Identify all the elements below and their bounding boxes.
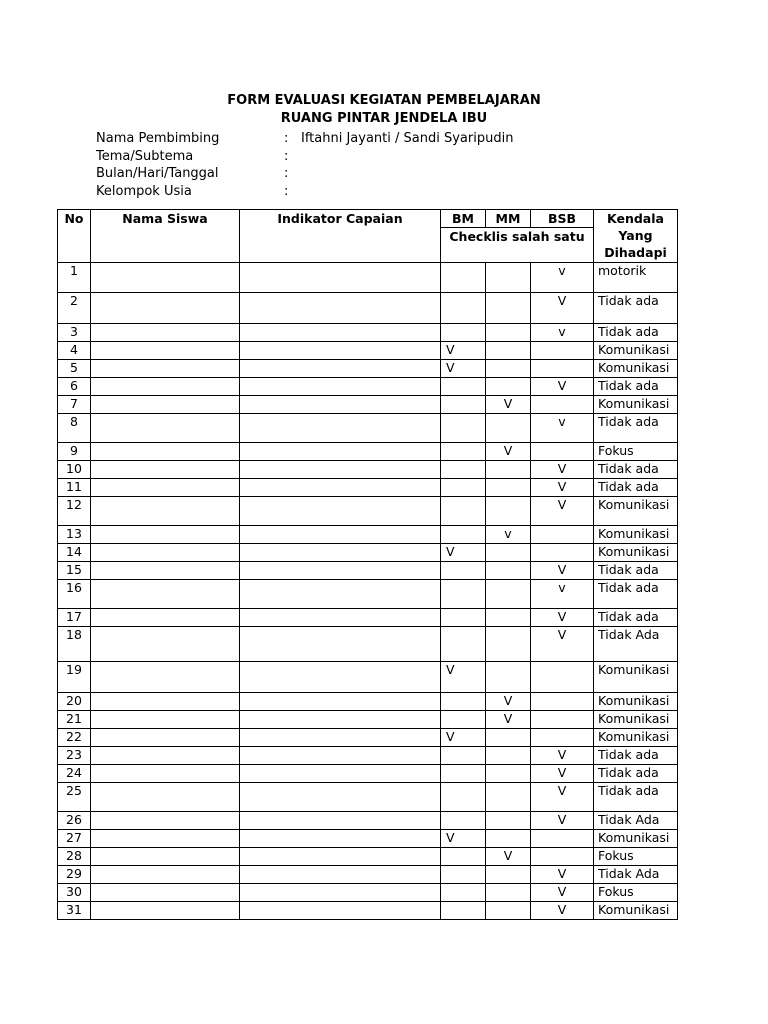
nama-siswa-cell	[91, 342, 240, 360]
nama-siswa-cell	[91, 830, 240, 848]
indikator-cell	[240, 902, 441, 920]
mm-cell	[486, 866, 531, 884]
table-row	[58, 866, 678, 884]
bm-cell	[441, 812, 486, 830]
bsb-cell	[531, 396, 594, 414]
bsb-cell: V	[531, 609, 594, 627]
nama-siswa-cell	[91, 526, 240, 544]
row-number: 5	[58, 360, 91, 378]
kendala-cell: Tidak ada	[594, 562, 678, 580]
mm-cell	[486, 497, 531, 526]
meta-label: Nama Pembimbing	[96, 131, 220, 146]
bsb-cell	[531, 729, 594, 747]
indikator-cell	[240, 848, 441, 866]
nama-siswa-cell	[91, 747, 240, 765]
nama-siswa-cell	[91, 783, 240, 812]
table-row	[58, 711, 678, 729]
kendala-cell: Tidak ada	[594, 783, 678, 812]
bsb-cell	[531, 693, 594, 711]
bm-cell	[441, 783, 486, 812]
kendala-cell: Komunikasi	[594, 360, 678, 378]
mm-cell	[486, 765, 531, 783]
nama-siswa-cell	[91, 497, 240, 526]
bm-cell	[441, 293, 486, 324]
kendala-cell: Tidak ada	[594, 580, 678, 609]
row-number: 8	[58, 414, 91, 443]
indikator-cell	[240, 609, 441, 627]
indikator-cell	[240, 884, 441, 902]
indikator-cell	[240, 812, 441, 830]
indikator-cell	[240, 378, 441, 396]
mm-cell	[486, 263, 531, 293]
table-row	[58, 783, 678, 812]
table-row	[58, 580, 678, 609]
nama-siswa-cell	[91, 293, 240, 324]
bm-cell	[441, 902, 486, 920]
mm-cell	[486, 662, 531, 693]
table-row	[58, 902, 678, 920]
bsb-cell	[531, 526, 594, 544]
kendala-cell: Tidak ada	[594, 747, 678, 765]
table-row	[58, 263, 678, 293]
nama-siswa-cell	[91, 729, 240, 747]
row-number: 25	[58, 783, 91, 812]
header-nama-siswa: Nama Siswa	[91, 210, 240, 263]
indikator-cell	[240, 580, 441, 609]
row-number: 6	[58, 378, 91, 396]
mm-cell	[486, 902, 531, 920]
mm-cell	[486, 830, 531, 848]
indikator-cell	[240, 526, 441, 544]
kendala-cell: Tidak ada	[594, 378, 678, 396]
bsb-cell: V	[531, 497, 594, 526]
row-number: 21	[58, 711, 91, 729]
bm-cell	[441, 526, 486, 544]
bsb-cell	[531, 360, 594, 378]
mm-cell	[486, 627, 531, 662]
bm-cell: V	[441, 360, 486, 378]
table-row	[58, 324, 678, 342]
table-row	[58, 360, 678, 378]
bsb-cell	[531, 443, 594, 461]
bm-cell	[441, 765, 486, 783]
bsb-cell: V	[531, 378, 594, 396]
bsb-cell	[531, 342, 594, 360]
row-number: 3	[58, 324, 91, 342]
nama-siswa-cell	[91, 580, 240, 609]
mm-cell	[486, 360, 531, 378]
kendala-cell: Komunikasi	[594, 497, 678, 526]
bm-cell	[441, 711, 486, 729]
form-title: FORM EVALUASI KEGIATAN PEMBELAJARAN	[227, 93, 541, 108]
indikator-cell	[240, 783, 441, 812]
nama-siswa-cell	[91, 884, 240, 902]
kendala-cell: Tidak ada	[594, 461, 678, 479]
bm-cell	[441, 263, 486, 293]
mm-cell: V	[486, 693, 531, 711]
bm-cell	[441, 479, 486, 497]
bsb-cell: V	[531, 747, 594, 765]
bm-cell	[441, 497, 486, 526]
indikator-cell	[240, 396, 441, 414]
row-number: 17	[58, 609, 91, 627]
bm-cell	[441, 866, 486, 884]
bsb-cell: v	[531, 263, 594, 293]
row-number: 26	[58, 812, 91, 830]
bm-cell: V	[441, 830, 486, 848]
nama-siswa-cell	[91, 711, 240, 729]
meta-colon: :	[284, 131, 289, 146]
kendala-cell: motorik	[594, 263, 678, 293]
mm-cell: V	[486, 396, 531, 414]
bm-cell	[441, 443, 486, 461]
table-row	[58, 609, 678, 627]
mm-cell: V	[486, 711, 531, 729]
meta-row-tanggal	[96, 165, 513, 183]
bsb-cell: V	[531, 783, 594, 812]
table-row	[58, 526, 678, 544]
indikator-cell	[240, 263, 441, 293]
bsb-cell: V	[531, 902, 594, 920]
kendala-cell: Tidak Ada	[594, 627, 678, 662]
nama-siswa-cell	[91, 263, 240, 293]
kendala-cell: Komunikasi	[594, 902, 678, 920]
row-number: 23	[58, 747, 91, 765]
kendala-cell: Tidak ada	[594, 324, 678, 342]
row-number: 19	[58, 662, 91, 693]
form-subtitle: RUANG PINTAR JENDELA IBU	[280, 111, 488, 126]
bm-cell	[441, 580, 486, 609]
indikator-cell	[240, 324, 441, 342]
table-row	[58, 729, 678, 747]
nama-siswa-cell	[91, 848, 240, 866]
indikator-cell	[240, 627, 441, 662]
mm-cell	[486, 324, 531, 342]
mm-cell	[486, 562, 531, 580]
kendala-cell: Fokus	[594, 848, 678, 866]
nama-siswa-cell	[91, 479, 240, 497]
mm-cell	[486, 609, 531, 627]
kendala-cell: Komunikasi	[594, 526, 678, 544]
nama-siswa-cell	[91, 414, 240, 443]
mm-cell: v	[486, 526, 531, 544]
mm-cell	[486, 479, 531, 497]
mm-cell	[486, 783, 531, 812]
bm-cell	[441, 884, 486, 902]
indikator-cell	[240, 729, 441, 747]
row-number: 7	[58, 396, 91, 414]
indikator-cell	[240, 866, 441, 884]
meta-row-pembimbing	[96, 130, 513, 148]
indikator-cell	[240, 479, 441, 497]
bm-cell	[441, 747, 486, 765]
table-row	[58, 562, 678, 580]
bsb-cell	[531, 711, 594, 729]
kendala-cell: Komunikasi	[594, 693, 678, 711]
table-row	[58, 662, 678, 693]
row-number: 22	[58, 729, 91, 747]
mm-cell: V	[486, 848, 531, 866]
row-number: 20	[58, 693, 91, 711]
bm-cell	[441, 414, 486, 443]
indikator-cell	[240, 342, 441, 360]
nama-siswa-cell	[91, 324, 240, 342]
meta-label: Tema/Subtema	[96, 148, 194, 164]
nama-siswa-cell	[91, 812, 240, 830]
bsb-cell	[531, 848, 594, 866]
kendala-cell: Tidak ada	[594, 609, 678, 627]
mm-cell	[486, 729, 531, 747]
indikator-cell	[240, 293, 441, 324]
table-row	[58, 497, 678, 526]
meta-colon: :	[284, 166, 289, 181]
row-number: 2	[58, 293, 91, 324]
table-row	[58, 342, 678, 360]
mm-cell	[486, 293, 531, 324]
meta-row-usia	[96, 183, 513, 201]
kendala-cell: Komunikasi	[594, 662, 678, 693]
table-body	[58, 263, 678, 920]
nama-siswa-cell	[91, 378, 240, 396]
nama-siswa-cell	[91, 461, 240, 479]
bm-cell	[441, 378, 486, 396]
mm-cell	[486, 544, 531, 562]
bsb-cell: V	[531, 765, 594, 783]
nama-siswa-cell	[91, 866, 240, 884]
indikator-cell	[240, 497, 441, 526]
kendala-cell: Komunikasi	[594, 544, 678, 562]
mm-cell	[486, 580, 531, 609]
nama-siswa-cell	[91, 562, 240, 580]
kendala-cell: Tidak ada	[594, 765, 678, 783]
bm-cell	[441, 848, 486, 866]
bm-cell	[441, 461, 486, 479]
bm-cell	[441, 693, 486, 711]
kendala-cell: Komunikasi	[594, 711, 678, 729]
mm-cell	[486, 414, 531, 443]
header-kendala: Kendala Yang Dihadapi	[594, 210, 678, 263]
indikator-cell	[240, 830, 441, 848]
indikator-cell	[240, 414, 441, 443]
table-header	[58, 210, 678, 263]
mm-cell	[486, 342, 531, 360]
header-no: No	[58, 210, 91, 263]
nama-siswa-cell	[91, 765, 240, 783]
kendala-cell: Komunikasi	[594, 396, 678, 414]
nama-siswa-cell	[91, 360, 240, 378]
table-row	[58, 765, 678, 783]
bsb-cell: v	[531, 324, 594, 342]
row-number: 27	[58, 830, 91, 848]
bsb-cell: V	[531, 461, 594, 479]
nama-siswa-cell	[91, 662, 240, 693]
table-row	[58, 293, 678, 324]
bm-cell	[441, 627, 486, 662]
row-number: 12	[58, 497, 91, 526]
row-number: 29	[58, 866, 91, 884]
header-checklis-note: Checklis salah satu	[441, 228, 594, 263]
meta-value: Iftahni Jayanti / Sandi Syaripudin	[301, 131, 514, 146]
table-row	[58, 396, 678, 414]
mm-cell	[486, 812, 531, 830]
kendala-cell: Komunikasi	[594, 830, 678, 848]
table-row	[58, 414, 678, 443]
row-number: 24	[58, 765, 91, 783]
row-number: 4	[58, 342, 91, 360]
bm-cell	[441, 609, 486, 627]
nama-siswa-cell	[91, 609, 240, 627]
bsb-cell: v	[531, 414, 594, 443]
row-number: 28	[58, 848, 91, 866]
row-number: 18	[58, 627, 91, 662]
mm-cell	[486, 461, 531, 479]
table-row	[58, 848, 678, 866]
bm-cell: V	[441, 544, 486, 562]
bsb-cell	[531, 662, 594, 693]
header-bm: BM	[441, 210, 486, 228]
indikator-cell	[240, 443, 441, 461]
table-row	[58, 627, 678, 662]
table-row	[58, 884, 678, 902]
row-number: 11	[58, 479, 91, 497]
row-number: 16	[58, 580, 91, 609]
mm-cell	[486, 378, 531, 396]
meta-label: Bulan/Hari/Tanggal	[96, 166, 219, 181]
mm-cell: V	[486, 443, 531, 461]
kendala-cell: Tidak Ada	[594, 866, 678, 884]
bsb-cell	[531, 830, 594, 848]
indikator-cell	[240, 765, 441, 783]
form-meta	[96, 130, 513, 200]
kendala-cell: Fokus	[594, 884, 678, 902]
table-row	[58, 443, 678, 461]
bsb-cell	[531, 544, 594, 562]
kendala-cell: Tidak ada	[594, 479, 678, 497]
kendala-cell: Tidak ada	[594, 414, 678, 443]
bsb-cell: V	[531, 479, 594, 497]
indikator-cell	[240, 747, 441, 765]
meta-row-tema	[96, 148, 513, 166]
kendala-cell: Komunikasi	[594, 729, 678, 747]
header-indikator-capaian: Indikator Capaian	[240, 210, 441, 263]
kendala-cell: Komunikasi	[594, 342, 678, 360]
row-number: 9	[58, 443, 91, 461]
bsb-cell: V	[531, 812, 594, 830]
bsb-cell: V	[531, 884, 594, 902]
bsb-cell: V	[531, 293, 594, 324]
meta-colon: :	[284, 183, 289, 199]
bm-cell: V	[441, 342, 486, 360]
nama-siswa-cell	[91, 627, 240, 662]
bm-cell	[441, 396, 486, 414]
header-mm: MM	[486, 210, 531, 228]
table-row	[58, 693, 678, 711]
bsb-cell: V	[531, 627, 594, 662]
nama-siswa-cell	[91, 443, 240, 461]
nama-siswa-cell	[91, 396, 240, 414]
bsb-cell: V	[531, 562, 594, 580]
table-row	[58, 461, 678, 479]
nama-siswa-cell	[91, 902, 240, 920]
row-number: 31	[58, 902, 91, 920]
bm-cell: V	[441, 662, 486, 693]
row-number: 10	[58, 461, 91, 479]
indikator-cell	[240, 562, 441, 580]
indikator-cell	[240, 693, 441, 711]
mm-cell	[486, 884, 531, 902]
row-number: 15	[58, 562, 91, 580]
bm-cell	[441, 324, 486, 342]
table-row	[58, 812, 678, 830]
table-row	[58, 747, 678, 765]
row-number: 1	[58, 263, 91, 293]
indikator-cell	[240, 461, 441, 479]
bm-cell	[441, 562, 486, 580]
table-row	[58, 544, 678, 562]
kendala-cell: Tidak Ada	[594, 812, 678, 830]
mm-cell	[486, 747, 531, 765]
kendala-cell: Fokus	[594, 443, 678, 461]
table-row	[58, 479, 678, 497]
nama-siswa-cell	[91, 693, 240, 711]
meta-label: Kelompok Usia	[96, 183, 192, 199]
bm-cell: V	[441, 729, 486, 747]
indikator-cell	[240, 662, 441, 693]
meta-colon: :	[284, 148, 289, 164]
row-number: 30	[58, 884, 91, 902]
table-row	[58, 378, 678, 396]
indikator-cell	[240, 711, 441, 729]
row-number: 13	[58, 526, 91, 544]
nama-siswa-cell	[91, 544, 240, 562]
bsb-cell: V	[531, 866, 594, 884]
table-row	[58, 830, 678, 848]
evaluation-table	[57, 209, 678, 920]
header-bsb: BSB	[531, 210, 594, 228]
bsb-cell: v	[531, 580, 594, 609]
row-number: 14	[58, 544, 91, 562]
indikator-cell	[240, 544, 441, 562]
indikator-cell	[240, 360, 441, 378]
kendala-cell: Tidak ada	[594, 293, 678, 324]
